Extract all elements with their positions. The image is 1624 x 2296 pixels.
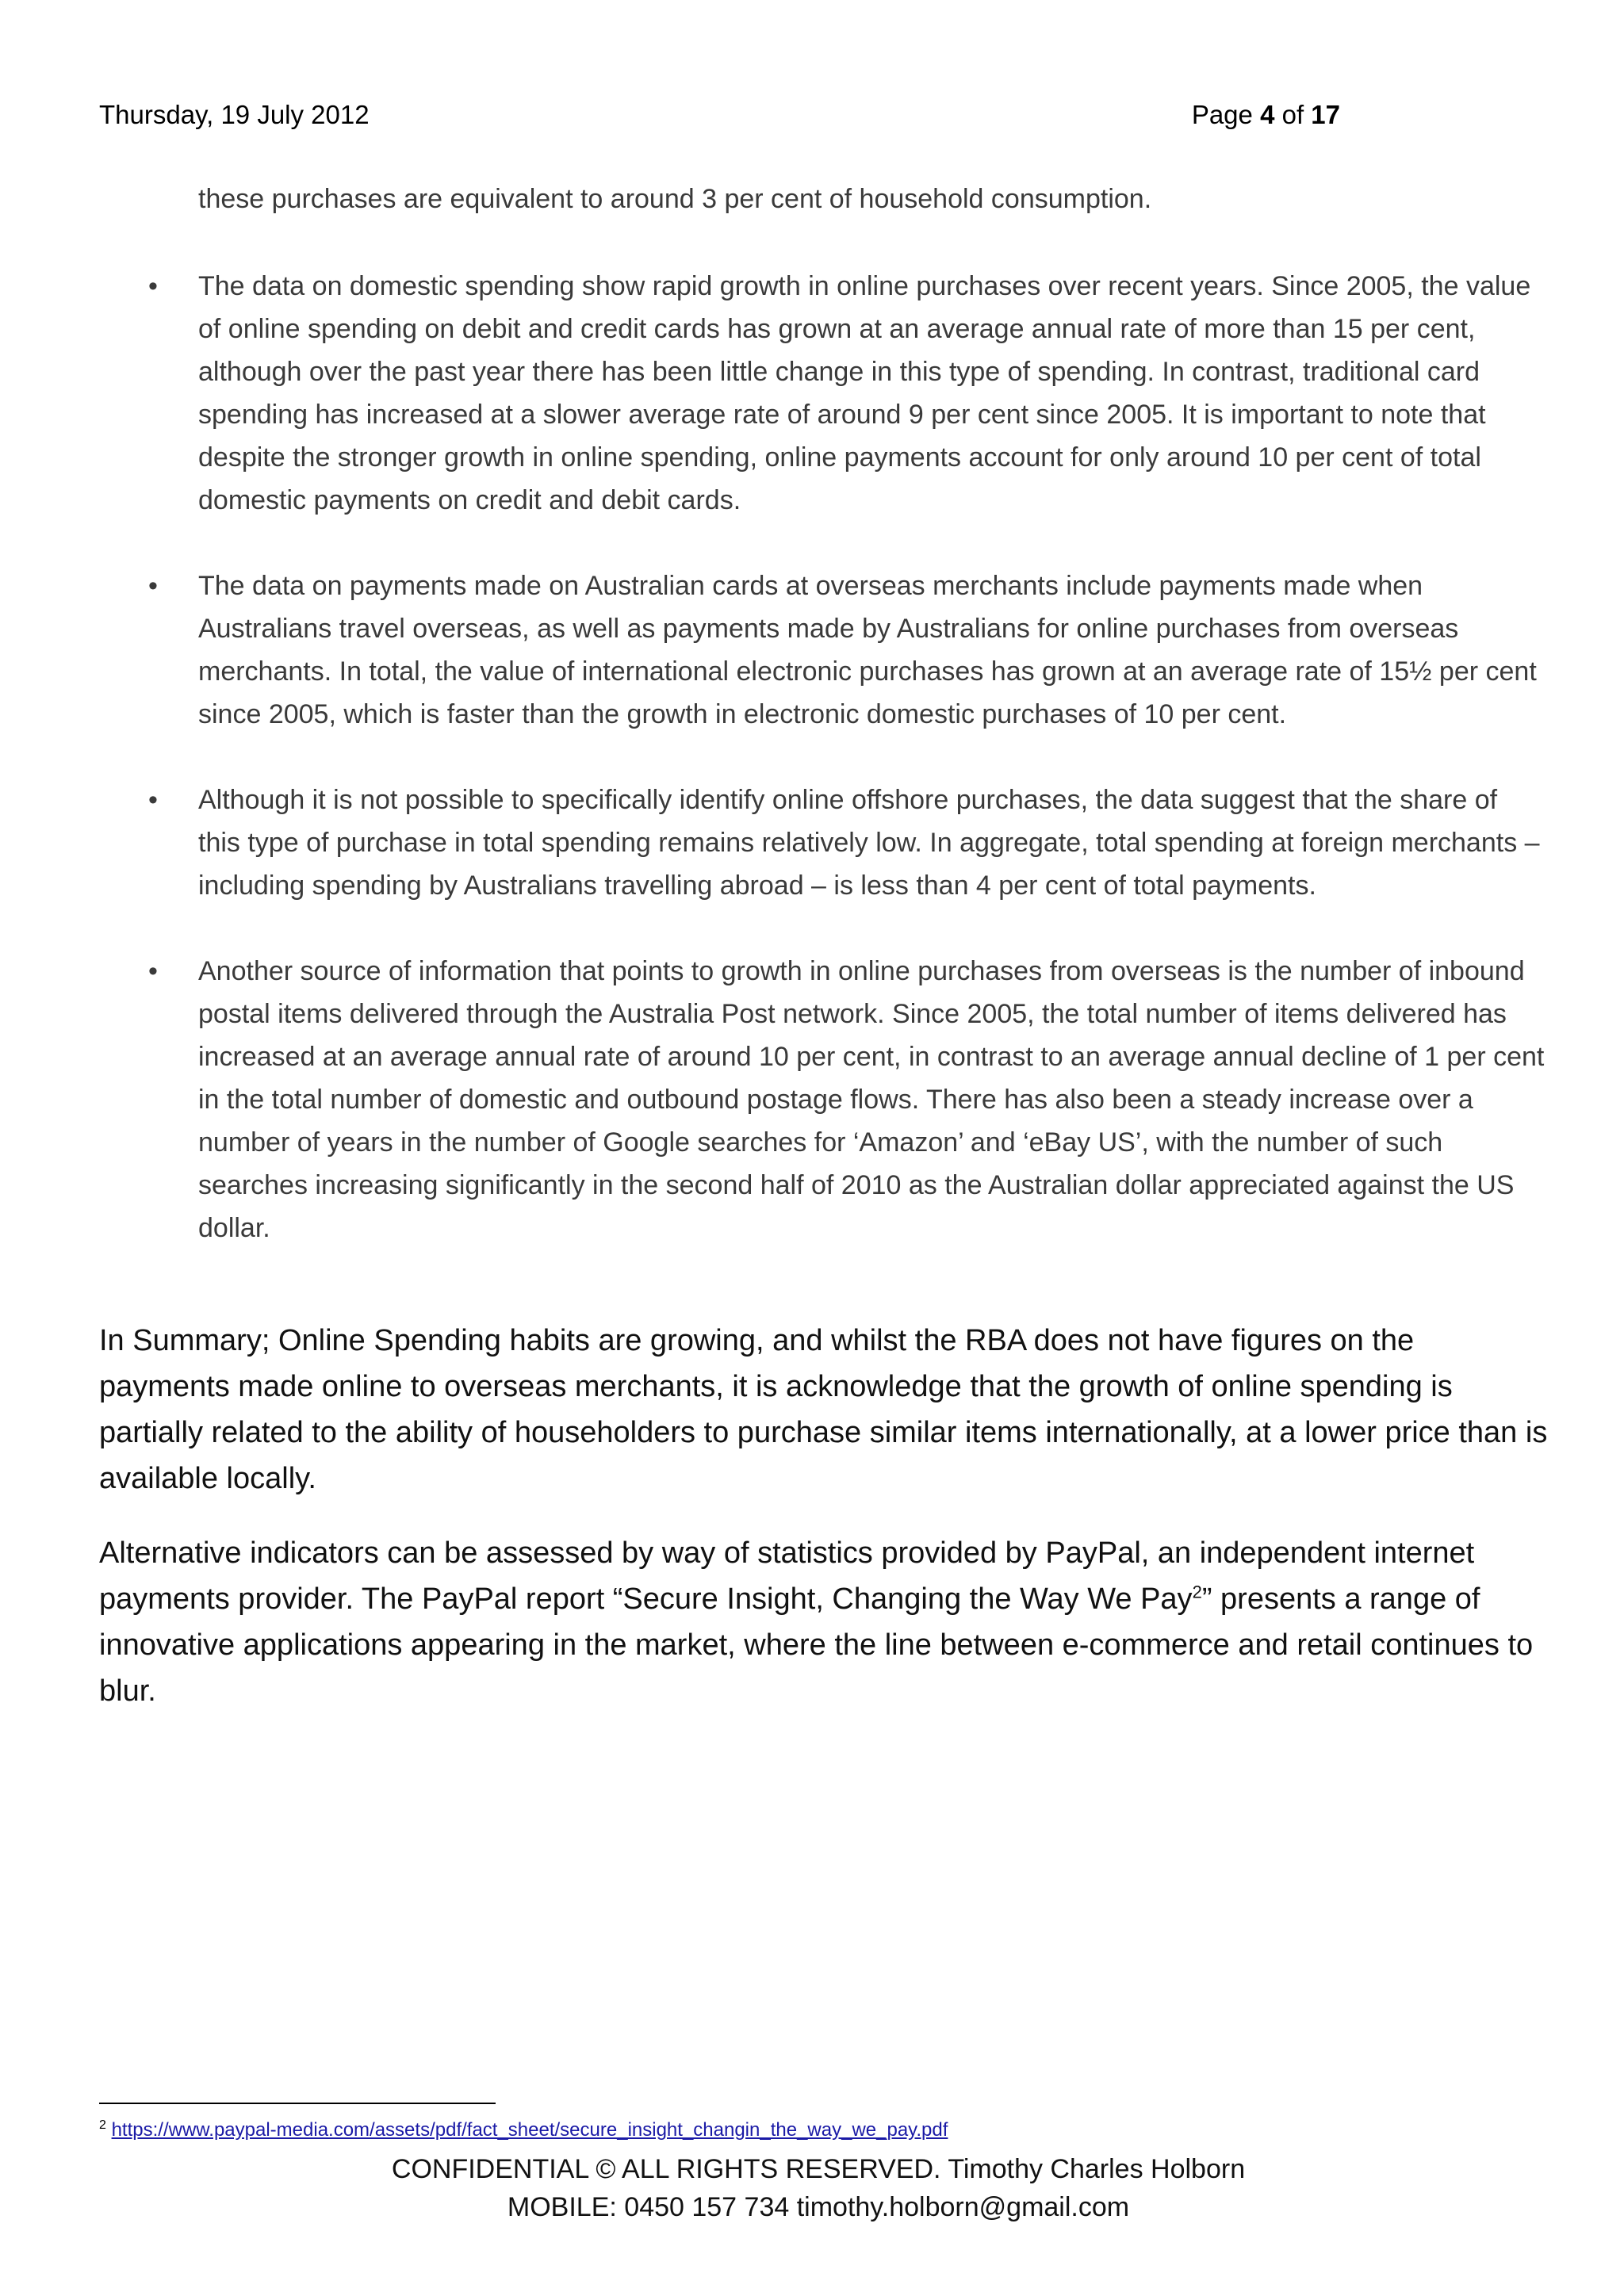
alternative-indicators-paragraph (99, 1530, 1550, 1714)
bullet-text: The data on payments made on Australian cards at overseas merchants include payments made when Australians travel overseas, as well as payments made by Australians for online purchases from overseas merchants. In total, the value of international electronic purchases has grown at an average rate of 15½ per cent since 2005, which is faster than the growth in electronic domestic purchases of 10 per cent. (198, 571, 1537, 729)
quote-continuation: these purchases are equivalent to around 3 per cent of household consumption. (198, 184, 1152, 214)
bullet-text: Although it is not possible to specifically identify online offshore purchases, the data suggest that the share of this type of purchase in total spending remains relatively low. In aggregate, total spending at foreign merchants – including spending by Australians travelling abroad – is less than 4 per cent of total payments. (198, 785, 1540, 901)
page-mid: of (1274, 100, 1312, 129)
footnote (99, 2117, 948, 2144)
page-number (1192, 97, 1340, 133)
page-prefix: Page (1191, 100, 1261, 129)
bullet-marker: • (148, 571, 158, 601)
bullet-text: The data on domestic spending show rapid growth in online purchases over recent years. Since 2005, the value of online spending on debit and credit cards has grown at an average annual rate of more than 15 per cent, although over the past year there has been little change in this type of spending. In contrast, traditional card spending has increased at a slower average rate of around 9 per cent since 2005. It is important to note that despite the stronger growth in online spending, online payments account for only around 10 per cent of total domestic payments on credit and debit cards. (198, 271, 1531, 515)
footnote-link[interactable]: https://www.paypal-media.com/assets/pdf/fact_sheet/secure_insight_changin_the_way_we_pay.pdf (111, 2119, 948, 2141)
footer-contact: MOBILE: 0450 157 734 timothy.holborn@gmail.com (507, 2192, 1130, 2222)
header-date: Thursday, 19 July 2012 (99, 100, 370, 129)
bullet-marker: • (148, 785, 158, 815)
footer-copyright: CONFIDENTIAL © ALL RIGHTS RESERVED. Timothy Charles Holborn (391, 2154, 1246, 2184)
paragraph-text-end: ” presents a range of innovative applications appearing in the market, where the line between e-commerce and retail continues to blur. (99, 1582, 1534, 1708)
page-current: 4 (1260, 100, 1275, 129)
page-header (99, 97, 1340, 133)
summary-paragraph: In Summary; Online Spending habits are growing, and whilst the RBA does not have figures on the payments made online to overseas merchants, it is acknowledge that the growth of online spending is partially related to the ability of householders to purchase similar items internationally, at a lower price than is available locally. (99, 1324, 1548, 1495)
paragraph-text-start: Alternative indicators can be assessed by way of statistics provided by PayPal, an independent internet payments provider. The PayPal report “Secure Insight, Changing the Way We Pay (99, 1536, 1475, 1616)
bullet-marker: • (148, 271, 158, 301)
bullet-text: Another source of information that points to growth in online purchases from overseas is the number of inbound postal items delivered through the Australia Post network. Since 2005, the total number of items delivered has increased at an average annual rate of around 10 per cent, in contrast to an average annual decline of 1 per cent in the total number of domestic and outbound postage flows. There has also been a steady increase over a number of years in the number of Google searches for ‘Amazon’ and ‘eBay US’, with the number of such searches increasing significantly in the second half of 2010 as the Australian dollar appreciated against the US dollar. (198, 956, 1545, 1243)
footnote-reference[interactable]: 2 (1192, 1582, 1202, 1602)
page-total: 17 (1311, 100, 1340, 129)
bullet-marker: • (148, 956, 158, 986)
footnote-marker: 2 (99, 2118, 106, 2132)
footnote-separator (99, 2103, 496, 2104)
